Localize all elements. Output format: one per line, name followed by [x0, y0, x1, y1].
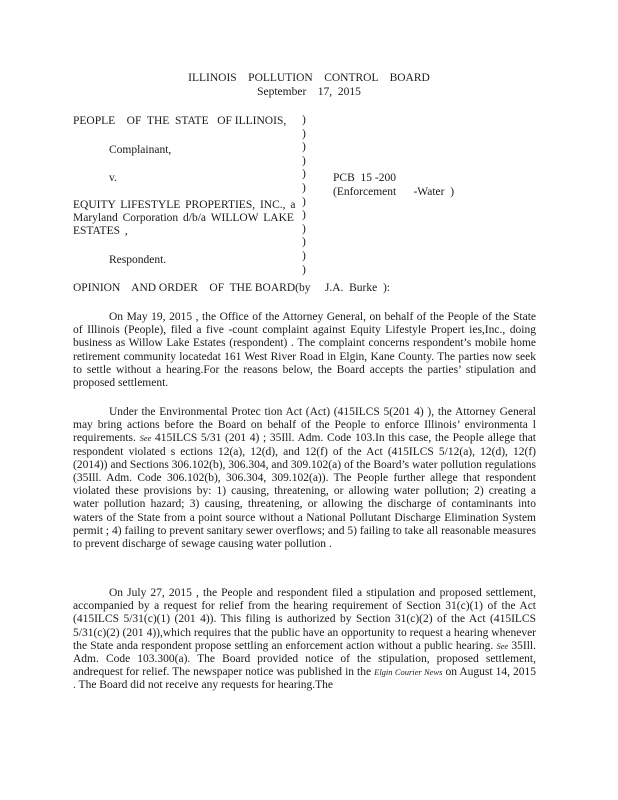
- paragraph-3: [73, 587, 536, 693]
- paragraph-2: [73, 406, 536, 551]
- paragraph-3-text-a: On July 27, 2015 , the People and respondent filed a stipulation and proposed settlement, accompanied by a request for relief from the hearing requirement of Section 31(c)(1) of the Act (415ILCS 5/31(c)(1) (201 4)). This filing is authorized by Section 31(c)(2) of the Act (415ILCS 5/31(c)(2) (201 4)),which requires that the public have an opportunity to request a hearing whenever the State anda respondent propose settling an enforcement action without a public hearing.: [73, 587, 536, 652]
- plaintiff-name: PEOPLE OF THE STATE OF ILLINOIS,: [73, 115, 287, 127]
- paragraph-2-text-b: 415ILCS 5/31 (201 4) ; 35Ill. Adm. Code 103.In this case, the People allege that respondent violated s ections 12(a), 12(d), and 12(f) of the Act (415ILCS 5/12(a), 12(d), 12(f) (2014)) and Sections 306.102(b), 306.304, and 309.102(a) of the Board’s water pollution regulations (35Ill. Adm. Code 306.102(b), 306.304, 309.102(a)). The People further allege that respondent violated these provisions by: 1) causing, threatening, or allowing water pollution; 2) creating a water pollution hazard; 3) causing, threatening, or allowing the discharge of contaminants into waters of the State from a point source without a National Pollutant Discharge Elimination System permit ; 4) failing to prevent sanitary sewer overflows; and 5) failing to take all reasonable measures to prevent discharge of sewage causing water pollution .: [73, 432, 536, 551]
- see-signal: See: [139, 433, 152, 444]
- opinion-heading: OPINION AND ORDER OF THE BOARD(by J.A. Burke ):: [73, 282, 390, 294]
- board-title: ILLINOIS POLLUTION CONTROL BOARD: [188, 72, 430, 84]
- newspaper-name: Elgin Courier News: [374, 667, 443, 678]
- respondent-name: EQUITY LIFESTYLE PROPERTIES, INC., a Maryland Corporation d/b/a WILLOW LAKE ESTATES ,: [73, 199, 296, 237]
- caption-parentheses: ) ) ) ) ) ) ) ) ) ) ) ): [302, 114, 306, 276]
- paragraph-3-text-c: on August 14, 2015 . The Board did not receive any requests for hearing.The: [73, 666, 536, 692]
- paragraph-1: On May 19, 2015 , the Office of the Attorney General, on behalf of the People of the State of Illinois (People), filed a five -count complaint against Equity Lifestyle Propert ies,Inc., doing business as Willow Lake Estates (respondent) . The complaint concerns respondent’s mobile home retirement community locatedat 161 West River Road in Elgin, Kane County. The parties now seek to settle without a hearing.For the reasons below, the Board accepts the parties’ stipulation and proposed settlement.: [73, 311, 536, 390]
- see-signal: See: [496, 640, 509, 651]
- paragraph-2-text-a: Under the Environmental Protec tion Act (Act) (415ILCS 5(201 4) ), the Attorney General may bring actions before the Board on behalf of the People to enforce Illinois’ environmenta l requirements.: [73, 406, 536, 445]
- opinion-date: September 17, 2015: [257, 86, 361, 98]
- case-number: PCB 15 -200: [333, 172, 396, 184]
- versus-label: v.: [109, 172, 117, 184]
- respondent-label: Respondent.: [109, 254, 167, 266]
- complainant-label: Complainant,: [109, 144, 172, 156]
- paragraph-3-text-b: 35Ill. Adm. Code 103.300(a). The Board provided notice of the stipulation, proposed settlement, andrequest for relief. The newspaper notice was published in the: [73, 639, 536, 679]
- case-type: (Enforcement -Water ): [333, 186, 455, 198]
